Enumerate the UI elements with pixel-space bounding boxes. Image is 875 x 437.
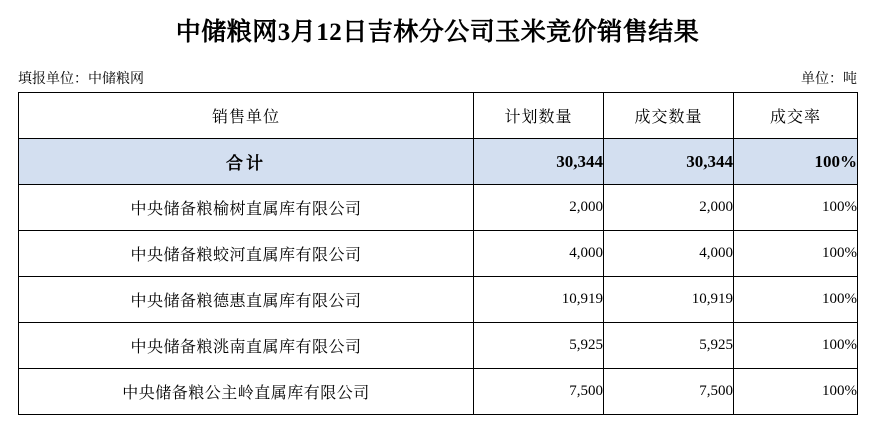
row-traded-quantity: 4,000: [604, 231, 734, 277]
total-planned-quantity: 30,344: [474, 139, 604, 185]
row-trade-rate: 100%: [734, 231, 858, 277]
row-traded-quantity: 2,000: [604, 185, 734, 231]
reporting-unit-label: 填报单位：中储粮网: [18, 72, 144, 87]
table-row: [19, 323, 858, 369]
table-row: [19, 231, 858, 277]
table-header-row: [19, 93, 858, 139]
table-row: [19, 277, 858, 323]
table-row-total: [19, 139, 858, 185]
total-label: 合计: [19, 139, 474, 185]
sales-results-table: [18, 92, 858, 415]
row-sales-unit: 中央储备粮洮南直属库有限公司: [19, 323, 474, 369]
total-trade-rate: 100%: [734, 139, 858, 185]
row-traded-quantity: 5,925: [604, 323, 734, 369]
column-header-sales-unit: 销售单位: [19, 93, 474, 139]
row-trade-rate: 100%: [734, 277, 858, 323]
row-trade-rate: 100%: [734, 185, 858, 231]
column-header-trade-rate: 成交率: [734, 93, 858, 139]
total-traded-quantity: 30,344: [604, 139, 734, 185]
row-sales-unit: 中央储备粮公主岭直属库有限公司: [19, 369, 474, 415]
row-trade-rate: 100%: [734, 369, 858, 415]
table-header: [19, 93, 858, 139]
row-planned-quantity: 10,919: [474, 277, 604, 323]
column-header-planned-quantity: 计划数量: [474, 93, 604, 139]
row-trade-rate: 100%: [734, 323, 858, 369]
row-planned-quantity: 2,000: [474, 185, 604, 231]
row-traded-quantity: 7,500: [604, 369, 734, 415]
row-sales-unit: 中央储备粮德惠直属库有限公司: [19, 277, 474, 323]
row-sales-unit: 中央储备粮蛟河直属库有限公司: [19, 231, 474, 277]
table-body: [19, 139, 858, 415]
column-header-traded-quantity: 成交数量: [604, 93, 734, 139]
row-planned-quantity: 4,000: [474, 231, 604, 277]
meta-row: [0, 56, 875, 92]
row-planned-quantity: 5,925: [474, 323, 604, 369]
table-row: [19, 369, 858, 415]
measurement-unit-label: 单位：吨: [801, 72, 857, 87]
row-sales-unit: 中央储备粮榆树直属库有限公司: [19, 185, 474, 231]
row-planned-quantity: 7,500: [474, 369, 604, 415]
row-traded-quantity: 10,919: [604, 277, 734, 323]
page-title: 中储粮网3月12日吉林分公司玉米竞价销售结果: [175, 19, 700, 46]
table-row: [19, 185, 858, 231]
